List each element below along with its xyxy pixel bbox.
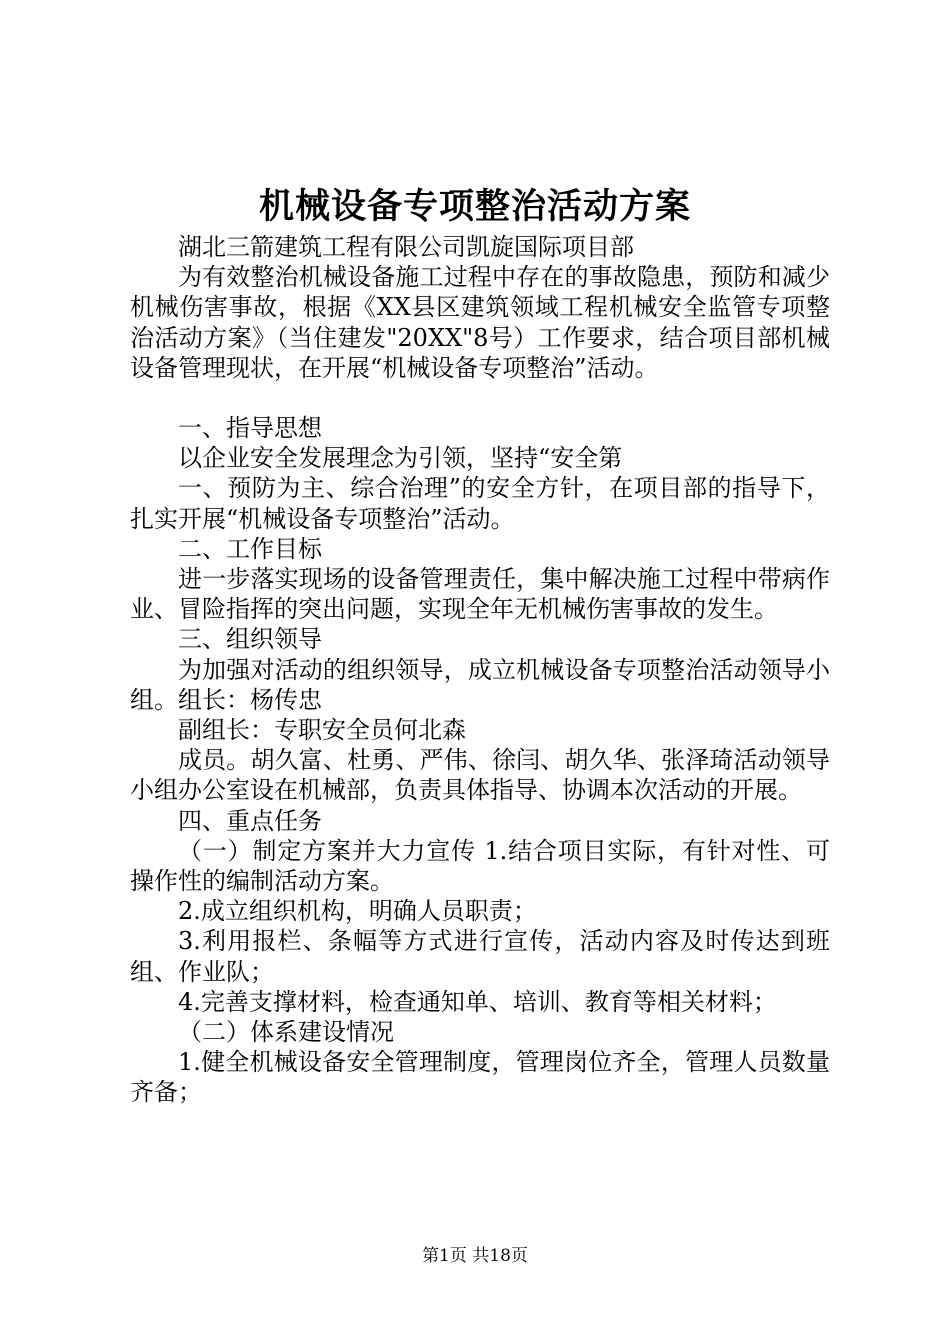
paragraph-system-1: 1.健全机械设备安全管理制度，管理岗位齐全，管理人员数量齐备； [130, 1048, 830, 1107]
paragraph-task-3: 3.利用报栏、条幅等方式进行宣传，活动内容及时传达到班组、作业队； [130, 927, 830, 986]
paragraph-company: 湖北三箭建筑工程有限公司凯旋国际项目部 [178, 233, 634, 261]
paragraph-members: 成员。胡久富、杜勇、严伟、徐闫、胡久华、张泽琦活动领导小组办公室设在机械部，负责具体指导、协调本次活动的开展。 [130, 746, 830, 805]
paragraph-organization: 为加强对活动的组织领导，成立机械设备专项整治活动领导小组。组长：杨传忠 [130, 655, 830, 714]
paragraph-task-4: 4.完善支撑材料，检查通知单、培训、教育等相关材料； [178, 987, 777, 1016]
document-title: 机械设备专项整治活动方案 [258, 186, 691, 227]
page-number: 第1页 共18页 [422, 1246, 528, 1266]
heading-work-goals: 二、工作目标 [178, 534, 322, 563]
document-body [130, 232, 830, 1108]
heading-guiding-ideology: 一、指导思想 [178, 414, 322, 443]
paragraph-guiding-1: 以企业安全发展理念为引领，坚持“安全第 [178, 444, 623, 473]
blank-line [130, 383, 830, 413]
paragraph-work-goals: 进一步落实现场的设备管理责任，集中解决施工过程中带病作业、冒险指挥的突出问题，实现全年无机械伤害事故的发生。 [130, 565, 830, 624]
paragraph-guiding-2: 一、预防为主、综合治理”的安全方针，在项目部的指导下，扎实开展“机械设备专项整治”活动。 [130, 474, 830, 533]
paragraph-deputy-leader: 副组长：专职安全员何北森 [178, 716, 466, 745]
heading-organization: 三、组织领导 [178, 625, 322, 654]
paragraph-intro: 为有效整治机械设备施工过程中存在的事故隐患，预防和减少机械伤害事故，根据《XX县区建筑领域工程机械安全监管专项整治活动方案》（当住建发"20XX"8号）工作要求，结合项目部机械设备管理现状，在开展“机械设备专项整治”活动。 [130, 263, 830, 382]
heading-system-building: （二）体系建设情况 [178, 1018, 394, 1047]
paragraph-task-1: （一）制定方案并大力宣传 1.结合项目实际，有针对性、可操作性的编制活动方案。 [130, 836, 830, 896]
heading-key-tasks: 四、重点任务 [178, 806, 322, 835]
paragraph-task-2: 2.成立组织机构，明确人员职责； [178, 897, 537, 926]
